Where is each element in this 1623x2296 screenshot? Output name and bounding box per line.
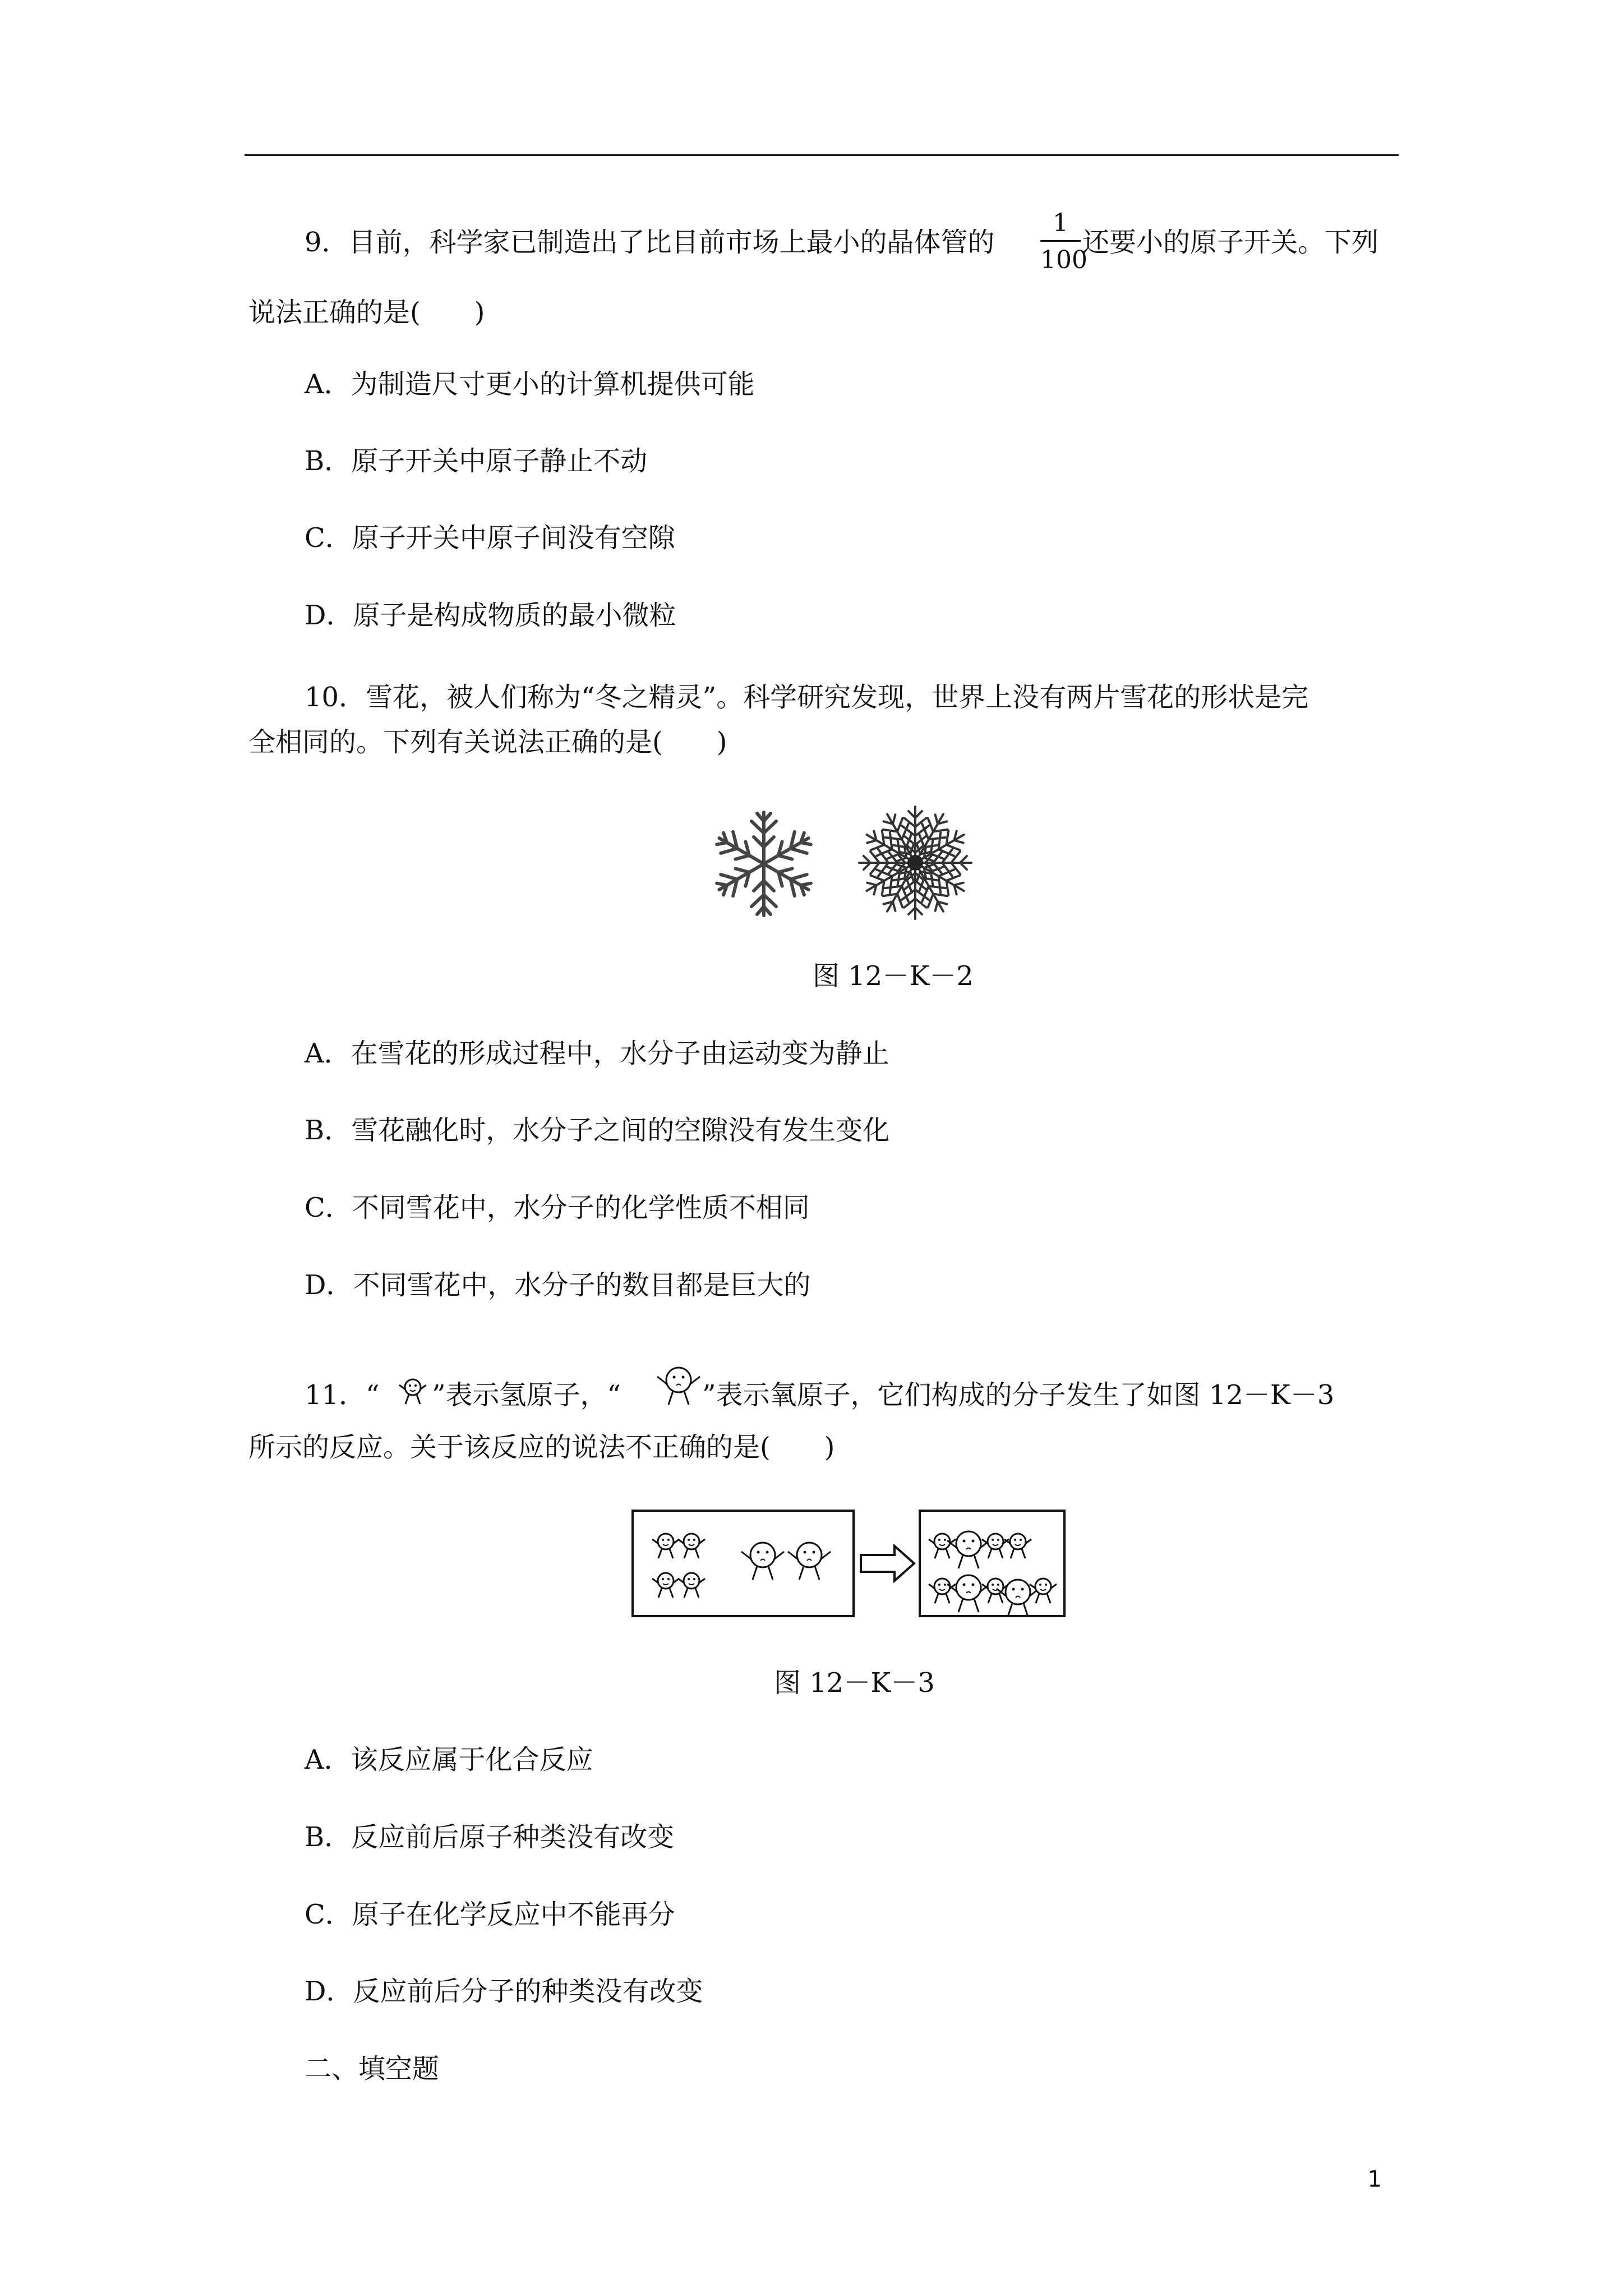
q11-line1-b: ”表示氢原子，“: [432, 1379, 621, 1411]
q9-option-a: A．为制造尺寸更小的计算机提供可能: [305, 369, 755, 400]
q10-option-c: C．不同雪花中，水分子的化学性质不相同: [305, 1192, 810, 1223]
reaction-diagram: [631, 1509, 1068, 1621]
products-box: [920, 1511, 1064, 1617]
q11-line1-a: 11．“: [305, 1379, 380, 1411]
q11-option-c: C．原子在化学反应中不能再分: [305, 1899, 675, 1930]
header-rule: [245, 154, 1399, 156]
q9-line1-before: 9．目前，科学家已制造出了比目前市场上最小的晶体管的: [305, 227, 995, 258]
q10-option-a: A．在雪花的形成过程中，水分子由运动变为静止: [305, 1038, 889, 1069]
q9-fraction-numerator: 1: [1053, 209, 1068, 237]
q10-option-d: D．不同雪花中，水分子的数目都是巨大的: [305, 1269, 811, 1301]
q11-figure-caption: 图 12－K－3: [774, 1667, 935, 1699]
q11-line1-c: ”表示氧原子，它们构成的分子发生了如图 12－K－3: [702, 1379, 1335, 1411]
q10-line2: 全相同的。下列有关说法正确的是( ): [248, 726, 727, 758]
page-number: 1: [1367, 2166, 1382, 2192]
reaction-arrow-icon: [861, 1546, 914, 1581]
q9-option-d: D．原子是构成物质的最小微粒: [305, 600, 676, 631]
snowflake-icon-right: [859, 807, 971, 919]
snowflake-icon-left: [713, 812, 814, 915]
q9-fraction-denominator: 100: [1040, 246, 1087, 274]
oxygen-atom-icon: [656, 1363, 701, 1414]
snowflake-figure: [712, 797, 981, 931]
q11-line2: 所示的反应。关于该反应的说法不正确的是( ): [248, 1432, 835, 1463]
q11-option-d: D．反应前后分子的种类没有改变: [305, 1976, 703, 2007]
q9-option-c: C．原子开关中原子间没有空隙: [305, 522, 675, 554]
q11-option-a: A．该反应属于化合反应: [305, 1744, 593, 1775]
q9-fraction: [1040, 206, 1087, 274]
reactants-box: [633, 1511, 854, 1616]
hydrogen-atom-icon: [396, 1373, 430, 1412]
q10-figure-caption: 图 12－K－2: [813, 960, 974, 992]
section-title: 二、填空题: [305, 2053, 440, 2085]
q11-option-b: B．反应前后原子种类没有改变: [305, 1821, 675, 1853]
q9-line2: 说法正确的是( ): [248, 297, 485, 328]
q10-line1: 10．雪花，被人们称为“冬之精灵”。科学研究发现，世界上没有两片雪花的形状是完: [305, 682, 1309, 713]
q10-option-b: B．雪花融化时，水分子之间的空隙没有发生变化: [305, 1115, 890, 1146]
q9-fraction-bar: [1040, 240, 1081, 242]
q9-line1-after: 还要小的原子开关。下列: [1082, 227, 1379, 258]
q9-option-b: B．原子开关中原子静止不动: [305, 445, 648, 477]
